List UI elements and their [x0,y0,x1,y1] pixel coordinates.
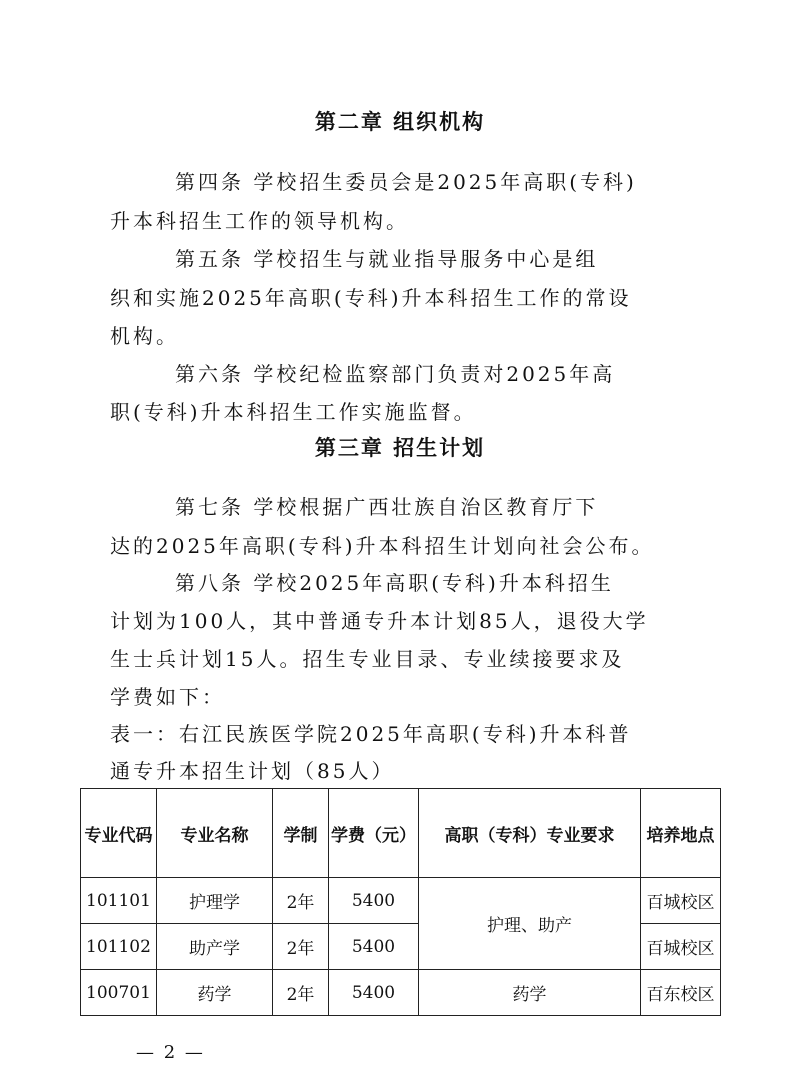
cell-major-name: 护理学 [157,878,273,924]
article-8-line-4: 学费如下： [110,685,225,709]
table-caption-line-1: 表一：右江民族医学院2025年高职(专科)升本科普 [110,722,632,746]
cell-duration: 2年 [273,878,329,924]
article-5-line-2: 织和实施2025年高职(专科)升本科招生工作的常设 [110,286,632,310]
page-number: — 2 — [136,1042,205,1063]
article-6-line-1: 第六条 学校纪检监察部门负责对2025年高 [175,362,616,386]
article-8-line-3: 生士兵计划15人。招生专业目录、专业续接要求及 [110,647,625,671]
cell-tuition: 5400 [329,878,419,924]
cell-duration: 2年 [273,970,329,1016]
article-5-line-3: 机构。 [110,324,179,348]
cell-code: 101102 [81,924,157,970]
chapter-2-title: 第二章 组织机构 [314,110,486,134]
header-requirement: 高职（专科）专业要求 [419,789,641,878]
cell-campus: 百城校区 [641,924,721,970]
header-code: 专业代码 [81,789,157,878]
cell-tuition: 5400 [329,970,419,1016]
table-row [81,970,721,1016]
cell-requirement: 药学 [419,970,641,1016]
article-6-line-2: 职(专科)升本科招生工作实施监督。 [110,400,477,424]
table-row [81,878,721,924]
header-campus: 培养地点 [641,789,721,878]
cell-major-name: 药学 [157,970,273,1016]
article-7-line-2: 达的2025年高职(专科)升本科招生计划向社会公布。 [110,534,655,558]
chapter-3-title: 第三章 招生计划 [314,436,486,460]
cell-duration: 2年 [273,924,329,970]
article-8-line-1: 第八条 学校2025年高职(专科)升本科招生 [175,571,614,595]
cell-campus: 百城校区 [641,878,721,924]
article-5-line-1: 第五条 学校招生与就业指导服务中心是组 [175,247,599,271]
cell-code: 101101 [81,878,157,924]
enrollment-plan-table [80,788,721,1016]
cell-code: 100701 [81,970,157,1016]
header-major-name: 专业名称 [157,789,273,878]
cell-requirement: 护理、助产 [419,878,641,970]
article-4-line-1: 第四条 学校招生委员会是2025年高职(专科) [175,170,637,194]
table-caption-line-2: 通专升本招生计划（85人） [110,759,395,783]
article-7-line-1: 第七条 学校根据广西壮族自治区教育厅下 [175,495,599,519]
cell-tuition: 5400 [329,924,419,970]
cell-major-name: 助产学 [157,924,273,970]
article-4-line-2: 升本科招生工作的领导机构。 [110,209,409,233]
table-header-row [81,789,721,878]
article-8-line-2: 计划为100人，其中普通专升本计划85人，退役大学 [110,609,649,633]
header-duration: 学制 [273,789,329,878]
header-tuition: 学费（元） [329,789,419,878]
cell-campus: 百东校区 [641,970,721,1016]
